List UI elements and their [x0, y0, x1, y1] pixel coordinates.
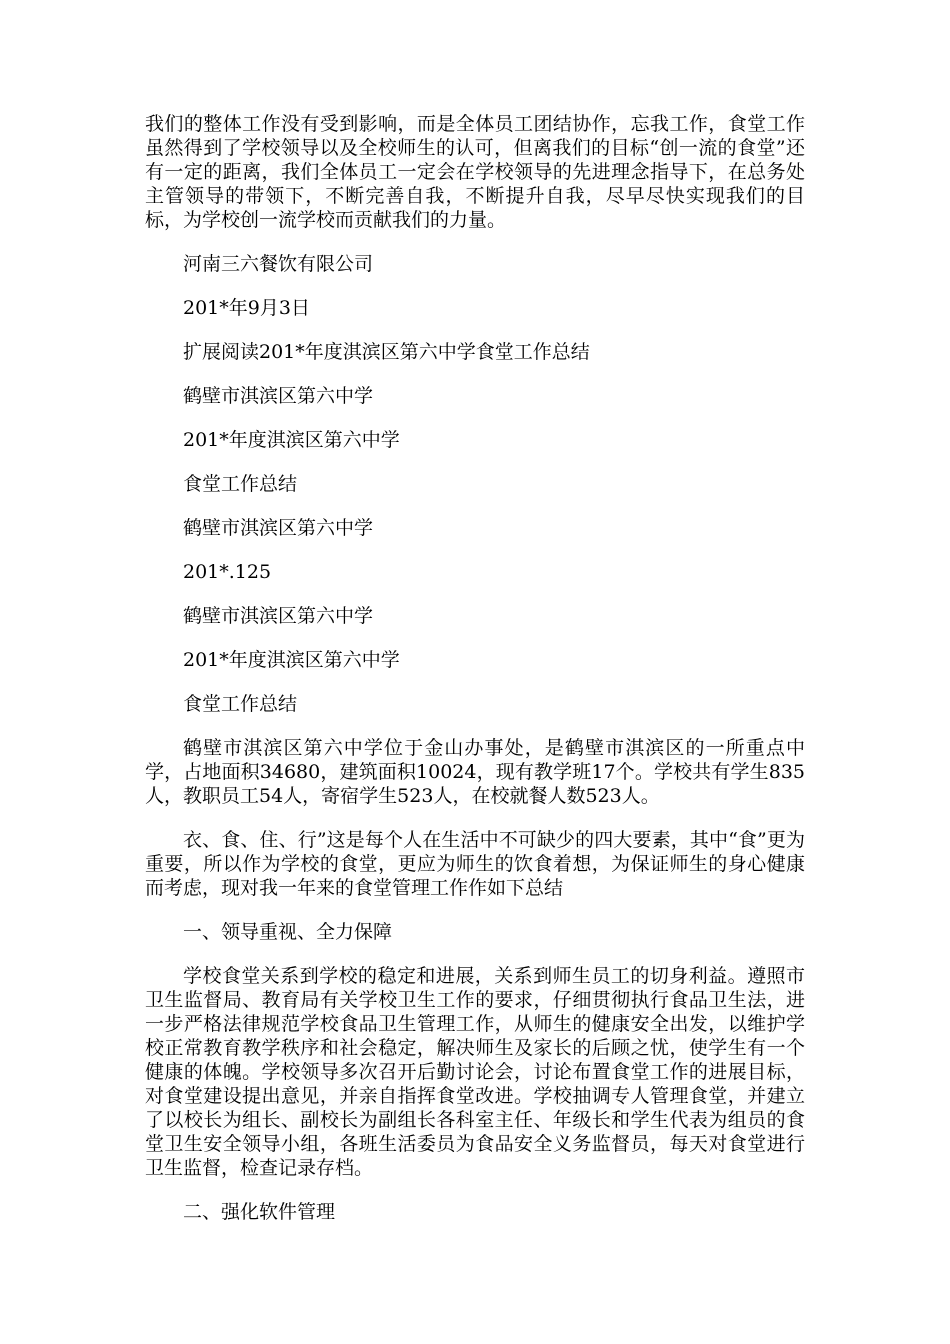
school-name: 鹤壁市淇滨区第六中学	[183, 517, 374, 539]
section-1-paragraph: 学校食堂关系到学校的稳定和进展，关系到师生员工的切身利益。遵照市卫生监督局、教育局有关学校卫生工作的要求，仔细贯彻执行食品卫生法，进一步严格法律规范学校食品卫生管理工作，从师生的健康安全出发，以维护学校正常教育教学秩序和社会稳定，解决师生及家长的后顾之忧，使学生有一个健康的体魄。学校领导多次召开后勤讨论会，讨论布置食堂工作的进展目标，对食堂建设提出意见，并亲自指挥食堂改进。学校抽调专人管理食堂，并建立了以校长为组长、副校长为副组长各科室主任、年级长和学生代表为组员的食堂卫生安全领导小组，各班生活委员为食品安全义务监督员，每天对食堂进行卫生监督，检查记录存档。	[145, 965, 805, 1179]
report-date: 201*.125	[183, 561, 272, 583]
signature-date: 201*年9月3日	[183, 297, 310, 319]
extended-reading-heading: 扩展阅读201*年度淇滨区第六中学食堂工作总结	[183, 341, 590, 363]
school-name: 鹤壁市淇滨区第六中学	[183, 605, 374, 627]
intro-summary-paragraph: 衣、食、住、行”这是每个人在生活中不可缺少的四大要素，其中“食”更为重要，所以作为学校的食堂，更应为师生的饮食着想，为保证师生的身心健康而考虑，现对我一年来的食堂管理工作作如下总结	[145, 829, 805, 899]
section-heading-2: 二、强化软件管理	[183, 1201, 336, 1223]
report-year-title: 201*年度淇滨区第六中学	[183, 649, 400, 671]
closing-paragraph: 我们的整体工作没有受到影响，而是全体员工团结协作，忘我工作，食堂工作虽然得到了学校领导以及全校师生的认可，但离我们的目标“创一流的食堂”还有一定的距离，我们全体员工一定会在学校领导的先进理念指导下，在总务处主管领导的带领下，不断完善自我，不断提升自我，尽早尽快实现我们的目标，为学校创一流学校而贡献我们的力量。	[145, 113, 805, 231]
report-title: 食堂工作总结	[183, 693, 298, 715]
report-year-title: 201*年度淇滨区第六中学	[183, 429, 400, 451]
company-signature: 河南三六餐饮有限公司	[183, 253, 374, 275]
document-body	[145, 112, 805, 1244]
school-name: 鹤壁市淇滨区第六中学	[183, 385, 374, 407]
school-intro-paragraph: 鹤壁市淇滨区第六中学位于金山办事处，是鹤壁市淇滨区的一所重点中学，占地面积34680，建筑面积10024，现有教学班17个。学校共有学生835人，教职员工54人，寄宿学生523人，在校就餐人数523人。	[145, 737, 805, 807]
report-title: 食堂工作总结	[183, 473, 298, 495]
section-heading-1: 一、领导重视、全力保障	[183, 921, 393, 943]
